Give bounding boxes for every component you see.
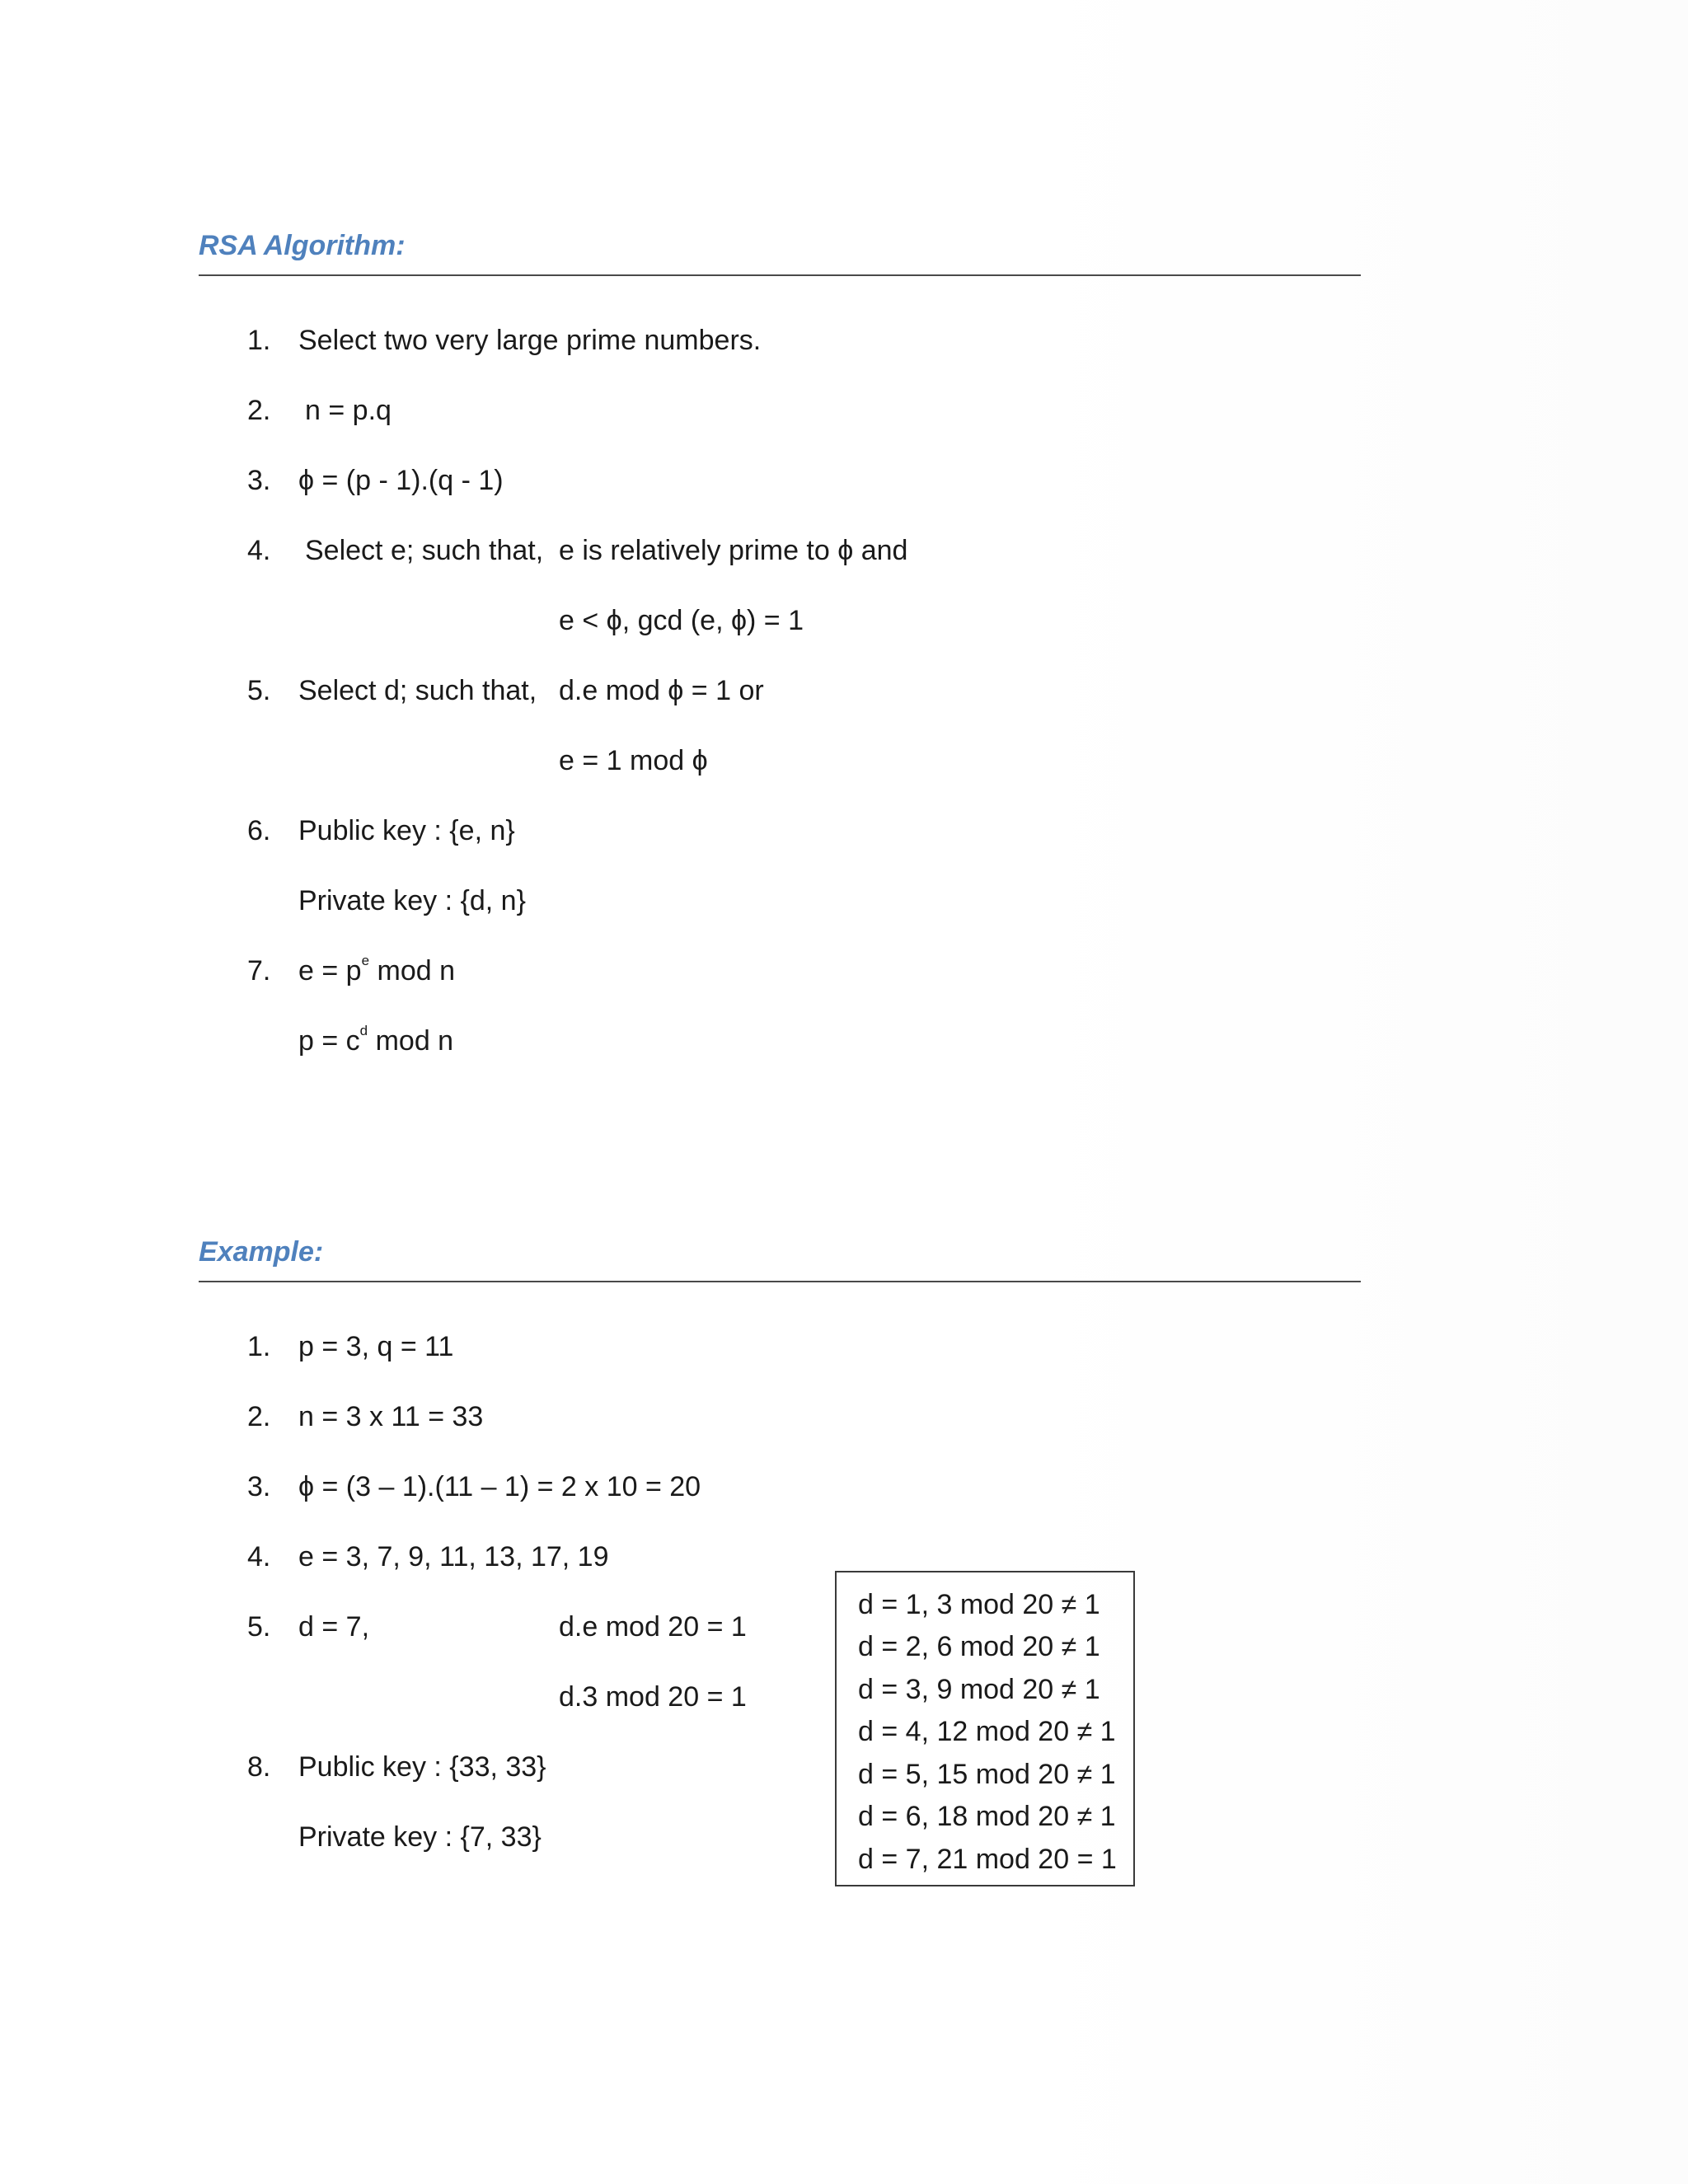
step-detail: d.3 mod 20 = 1 [559,1681,747,1713]
step-number: 1. [247,1331,271,1362]
private-key-text: Private key : {7, 33} [298,1821,542,1853]
step-text: p = 3, q = 11 [298,1331,454,1362]
step-detail: e = 1 mod ϕ [559,745,708,776]
step-number: 6. [247,815,271,846]
step-number: 4. [247,1541,271,1572]
step-number: 5. [247,1611,271,1643]
d-computation-line: d = 1, 3 mod 20 ≠ 1 [858,1589,1100,1620]
public-key-text: Public key : {33, 33} [298,1751,546,1783]
step-detail: e is relatively prime to ϕ and [559,535,908,566]
decryption-formula: $p = c^d$ mod n [298,1023,454,1057]
step-number: 8. [247,1751,271,1783]
step-text: Select two very large prime numbers. [298,325,762,356]
heading-underline-algorithm [199,274,1361,276]
d-computation-line: d = 4, 12 mod 20 ≠ 1 [858,1716,1116,1747]
step-number: 5. [247,675,271,706]
step-number: 1. [247,325,271,356]
private-key-text: Private key : {d, n} [298,885,526,916]
d-computation-line: d = 6, 18 mod 20 ≠ 1 [858,1801,1116,1832]
step-number: 4. [247,535,271,566]
step-detail: e < ϕ, gcd (e, ϕ) = 1 [559,605,804,636]
step-number: 7. [247,955,271,987]
heading-underline-example [199,1281,1361,1282]
step-detail: d.e mod ϕ = 1 or [559,675,764,706]
section-heading-algorithm: RSA Algorithm: [199,230,406,261]
step-number: 3. [247,1471,271,1502]
step-text: d = 7, [298,1611,370,1643]
step-text: Select d; such that, [298,675,537,706]
section-heading-example: Example: [199,1236,324,1268]
step-text: Select e; such that, [305,535,544,566]
step-number: 2. [247,395,271,426]
d-computation-line: d = 3, 9 mod 20 ≠ 1 [858,1674,1100,1705]
public-key-text: Public key : {e, n} [298,815,515,846]
encryption-formula: $e = p^e$ mod n [298,953,455,987]
step-number: 3. [247,465,271,496]
d-computation-line: d = 5, 15 mod 20 ≠ 1 [858,1759,1116,1790]
d-computation-box [835,1571,1135,1886]
step-text: ϕ = (3 – 1).(11 – 1) = 2 x 10 = 20 [298,1471,701,1502]
d-computation-line: d = 2, 6 mod 20 ≠ 1 [858,1631,1100,1662]
step-text: n = p.q [305,395,392,426]
step-text: n = 3 x 11 = 33 [298,1401,484,1432]
step-text: ϕ = (p - 1).(q - 1) [298,465,504,496]
step-detail: d.e mod 20 = 1 [559,1611,747,1643]
d-computation-line: d = 7, 21 mod 20 = 1 [858,1844,1117,1875]
step-number: 2. [247,1401,271,1432]
step-text: e = 3, 7, 9, 11, 13, 17, 19 [298,1541,609,1572]
